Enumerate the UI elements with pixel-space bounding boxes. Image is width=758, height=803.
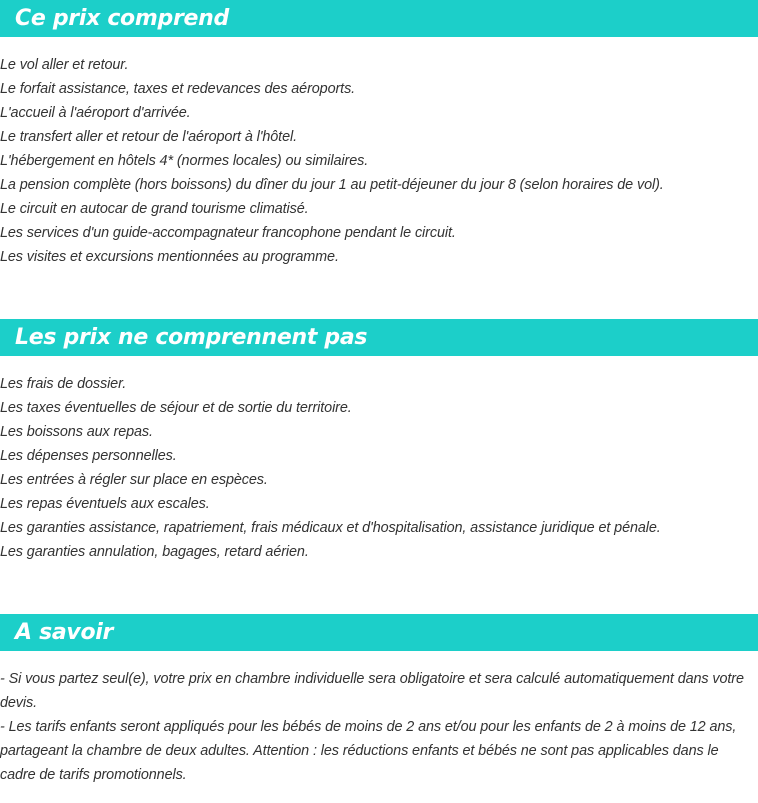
list-item: Le circuit en autocar de grand tourisme climatisé. xyxy=(0,201,309,217)
good-to-know-body xyxy=(0,667,758,787)
list-item: Les repas éventuels aux escales. xyxy=(0,496,210,512)
includes-list xyxy=(0,53,758,269)
list-item: La pension complète (hors boissons) du dîner du jour 1 au petit-déjeuner du jour 8 (selon horaires de vol). xyxy=(0,177,664,193)
good-to-know-section xyxy=(0,614,758,787)
paragraph: - Les tarifs enfants seront appliqués pour les bébés de moins de 2 ans et/ou pour les enfants de 2 à moins de 12 ans, partageant la chambre de deux adultes. Attention : les réductions enfants et bébés ne sont pas applicables dans le cadre de tarifs promotionnels. xyxy=(0,719,737,783)
good-to-know-title: A savoir xyxy=(15,620,114,645)
excludes-title: Les prix ne comprennent pas xyxy=(15,325,368,350)
list-item: Le transfert aller et retour de l'aéroport à l'hôtel. xyxy=(0,129,297,145)
list-item: Les garanties assistance, rapatriement, frais médicaux et d'hospitalisation, assistance juridique et pénale. xyxy=(0,520,661,536)
list-item: Le forfait assistance, taxes et redevances des aéroports. xyxy=(0,81,356,97)
paragraph: - Si vous partez seul(e), votre prix en chambre individuelle sera obligatoire et sera calculé automatiquement dans votre devis. xyxy=(0,671,744,711)
list-item: Les garanties annulation, bagages, retard aérien. xyxy=(0,544,309,560)
list-item: L'accueil à l'aéroport d'arrivée. xyxy=(0,105,191,121)
list-item: L'hébergement en hôtels 4* (normes locales) ou similaires. xyxy=(0,153,369,169)
includes-title: Ce prix comprend xyxy=(15,6,229,31)
list-item: Les services d'un guide-accompagnateur francophone pendant le circuit. xyxy=(0,225,456,241)
includes-header xyxy=(0,0,758,37)
list-item: Les taxes éventuelles de séjour et de sortie du territoire. xyxy=(0,400,352,416)
includes-section xyxy=(0,0,758,269)
list-item: Les boissons aux repas. xyxy=(0,424,153,440)
list-item: Le vol aller et retour. xyxy=(0,57,129,73)
excludes-header xyxy=(0,319,758,356)
excludes-section xyxy=(0,319,758,564)
list-item: Les entrées à régler sur place en espèces. xyxy=(0,472,268,488)
list-item: Les dépenses personnelles. xyxy=(0,448,177,464)
good-to-know-header xyxy=(0,614,758,651)
list-item: Les frais de dossier. xyxy=(0,376,127,392)
list-item: Les visites et excursions mentionnées au programme. xyxy=(0,249,339,265)
excludes-list xyxy=(0,372,758,564)
